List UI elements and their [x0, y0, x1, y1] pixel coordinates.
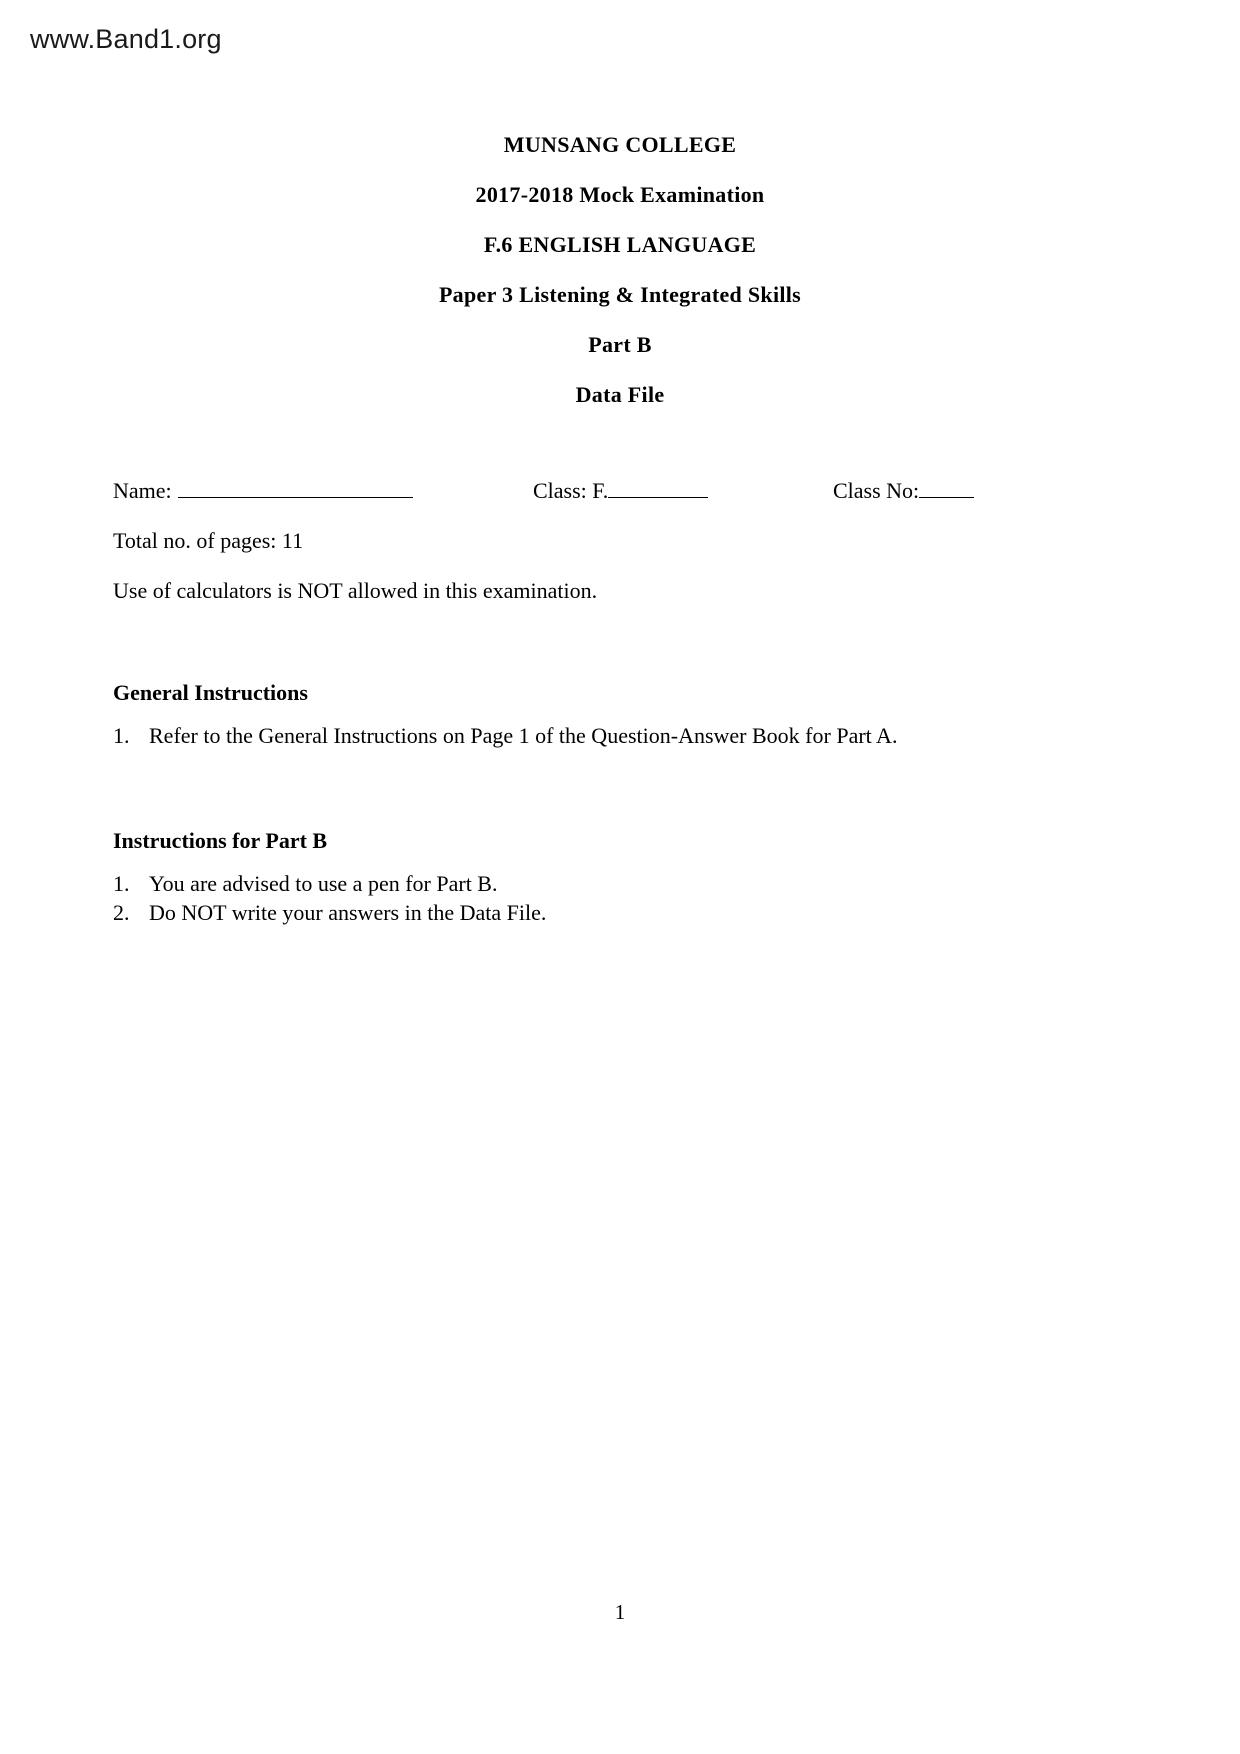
- list-item: [113, 870, 546, 898]
- title-paper: Paper 3 Listening & Integrated Skills: [438, 282, 802, 307]
- title-school: MUNSANG COLLEGE: [503, 132, 737, 157]
- general-instructions-heading: General Instructions: [113, 680, 308, 705]
- title-part: Part B: [588, 332, 652, 357]
- class-no-field[interactable]: [833, 478, 1113, 504]
- page-number: 1: [614, 1600, 626, 1624]
- list-item-text: You are advised to use a pen for Part B.: [149, 871, 498, 896]
- calculator-note-text: Use of calculators is NOT allowed in this examination.: [113, 578, 598, 603]
- name-field[interactable]: [113, 478, 533, 504]
- list-item: [113, 899, 546, 927]
- list-item-text: Do NOT write your answers in the Data File.: [149, 900, 547, 925]
- exam-title-block: [0, 120, 1240, 420]
- list-item: [113, 722, 897, 750]
- part-b-instructions-list: [113, 870, 546, 928]
- total-pages-text: Total no. of pages: 11: [113, 528, 304, 553]
- list-item-number: 2.: [113, 900, 130, 925]
- name-label: Name:: [113, 478, 172, 503]
- class-no-label: Class No:: [833, 478, 920, 503]
- title-datafile: Data File: [575, 382, 665, 407]
- list-item-text: Refer to the General Instructions on Page 1 of the Question-Answer Book for Part A.: [149, 723, 898, 748]
- part-b-instructions-heading: Instructions for Part B: [113, 828, 328, 853]
- class-no-blank[interactable]: [919, 496, 974, 498]
- title-subject: F.6 ENGLISH LANGUAGE: [483, 232, 757, 257]
- list-item-number: 1.: [113, 723, 130, 748]
- class-field[interactable]: [533, 478, 833, 504]
- name-blank[interactable]: [178, 496, 413, 498]
- student-fields: [113, 478, 1123, 504]
- class-blank[interactable]: [608, 496, 708, 498]
- site-watermark: www.Band1.org: [30, 24, 222, 54]
- list-item-number: 1.: [113, 871, 130, 896]
- title-exam: 2017-2018 Mock Examination: [475, 182, 765, 207]
- general-instructions-list: [113, 722, 897, 751]
- class-label: Class: F.: [533, 478, 609, 503]
